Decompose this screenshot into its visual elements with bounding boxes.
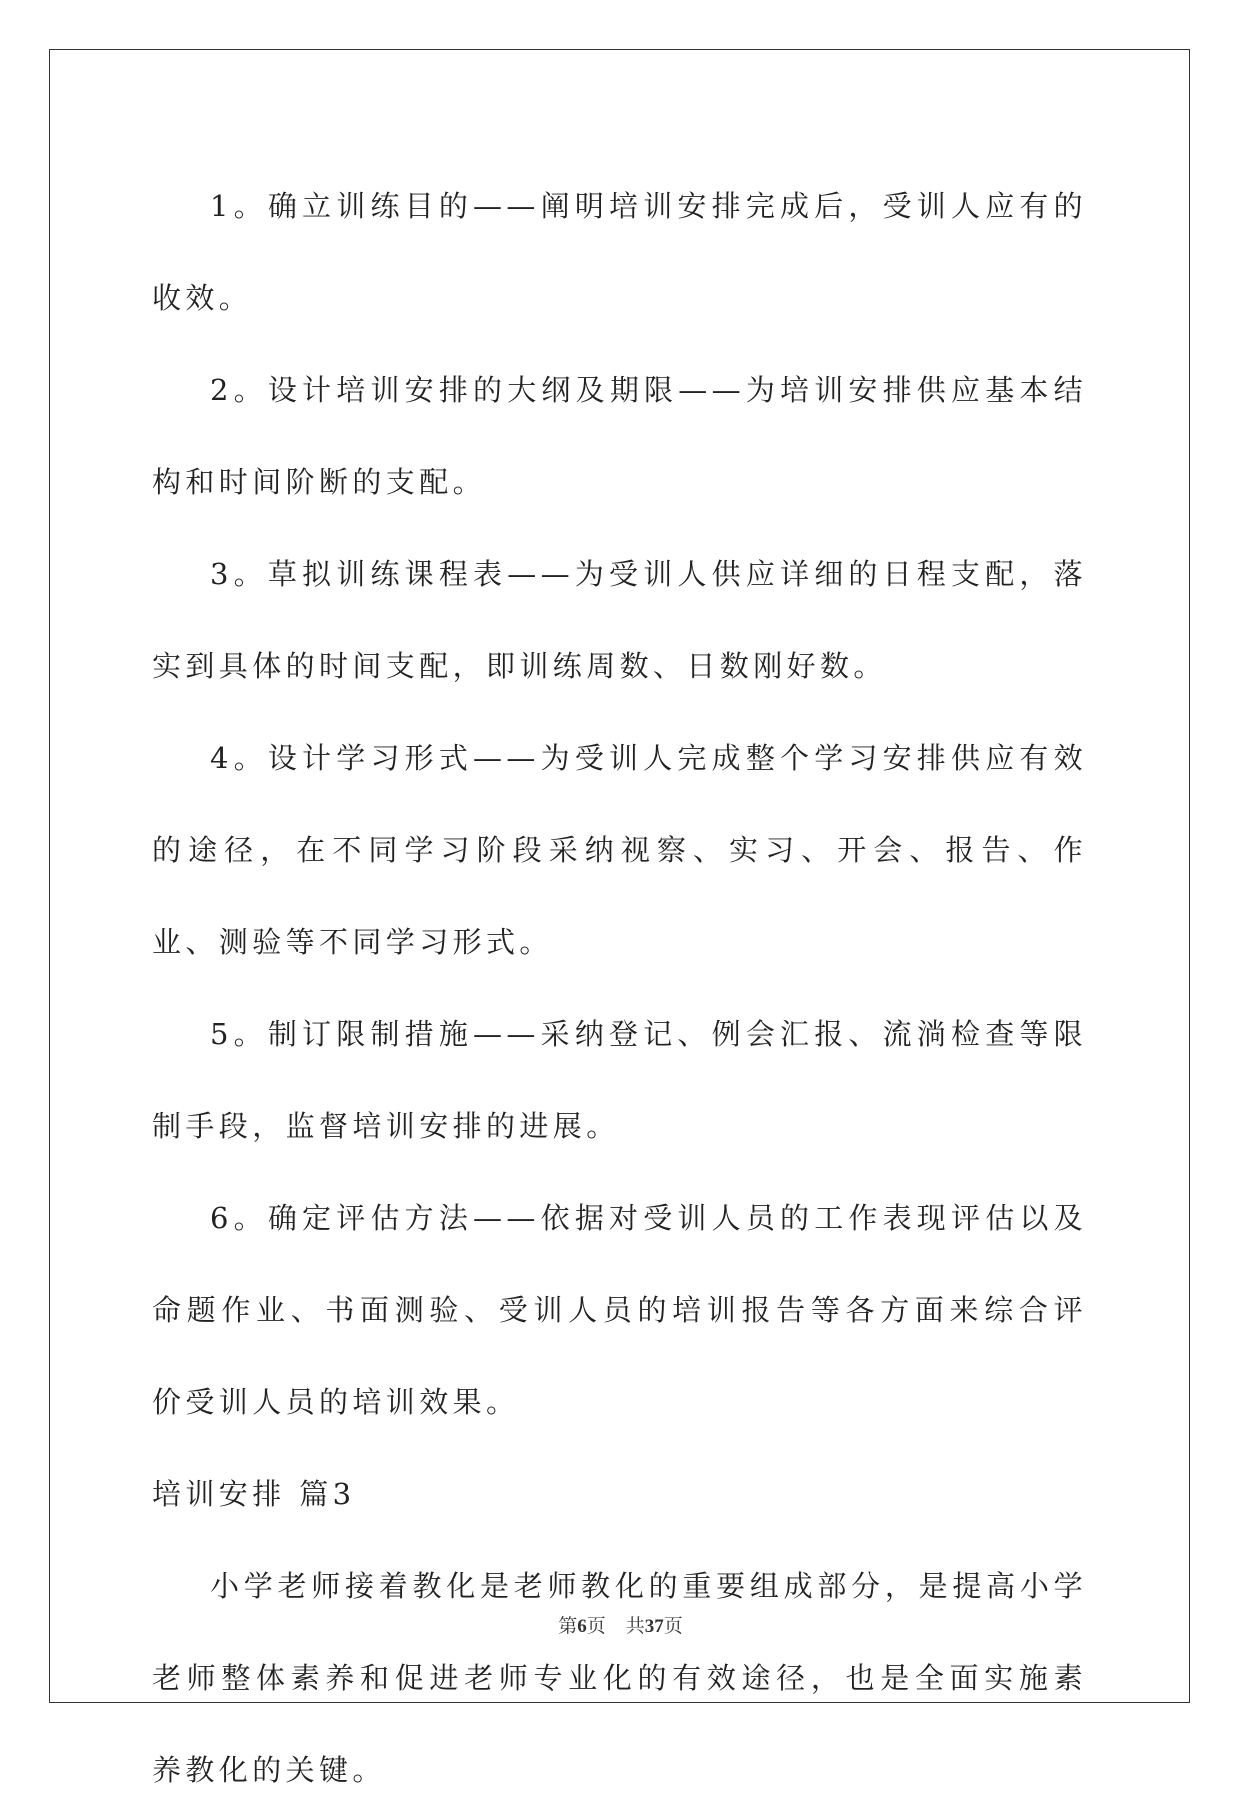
paragraph-step-5: 5。制订限制措施——采纳登记、例会汇报、流淌检查等限制手段，监督培训安排的进展。	[152, 1017, 1087, 1143]
document-body	[152, 160, 1087, 1816]
page-prefix: 第	[558, 1616, 578, 1637]
paragraph-step-3: 3。草拟训练课程表——为受训人供应详细的日程支配，落实到具体的时间支配，即训练周数、日数刚好数。	[152, 557, 1087, 683]
paragraph-step-2: 2。设计培训安排的大纲及期限——为培训安排供应基本结构和时间阶断的支配。	[152, 373, 1087, 499]
page-footer	[0, 1615, 1241, 1639]
total-prefix: 共	[625, 1616, 645, 1637]
paragraph-step-6: 6。确定评估方法——依据对受训人员的工作表现评估以及命题作业、书面测验、受训人员的培训报告等各方面来综合评价受训人员的培训效果。	[152, 1201, 1087, 1419]
total-pages: 37	[644, 1616, 664, 1637]
section-paragraph: 小学老师接着教化是老师教化的重要组成部分，是提高小学老师整体素养和促进老师专业化的有效途径，也是全面实施素养教化的关键。	[152, 1569, 1087, 1787]
paragraph-step-1: 1。确立训练目的——阐明培训安排完成后，受训人应有的收效。	[152, 189, 1087, 315]
page-suffix: 页	[586, 1616, 606, 1637]
paragraph-step-4: 4。设计学习形式——为受训人完成整个学习安排供应有效的途径，在不同学习阶段采纳视察、实习、开会、报告、作业、测验等不同学习形式。	[152, 741, 1087, 959]
section-heading: 培训安排 篇3	[152, 1477, 356, 1511]
total-suffix: 页	[663, 1616, 683, 1637]
page-number: 6	[577, 1616, 587, 1637]
